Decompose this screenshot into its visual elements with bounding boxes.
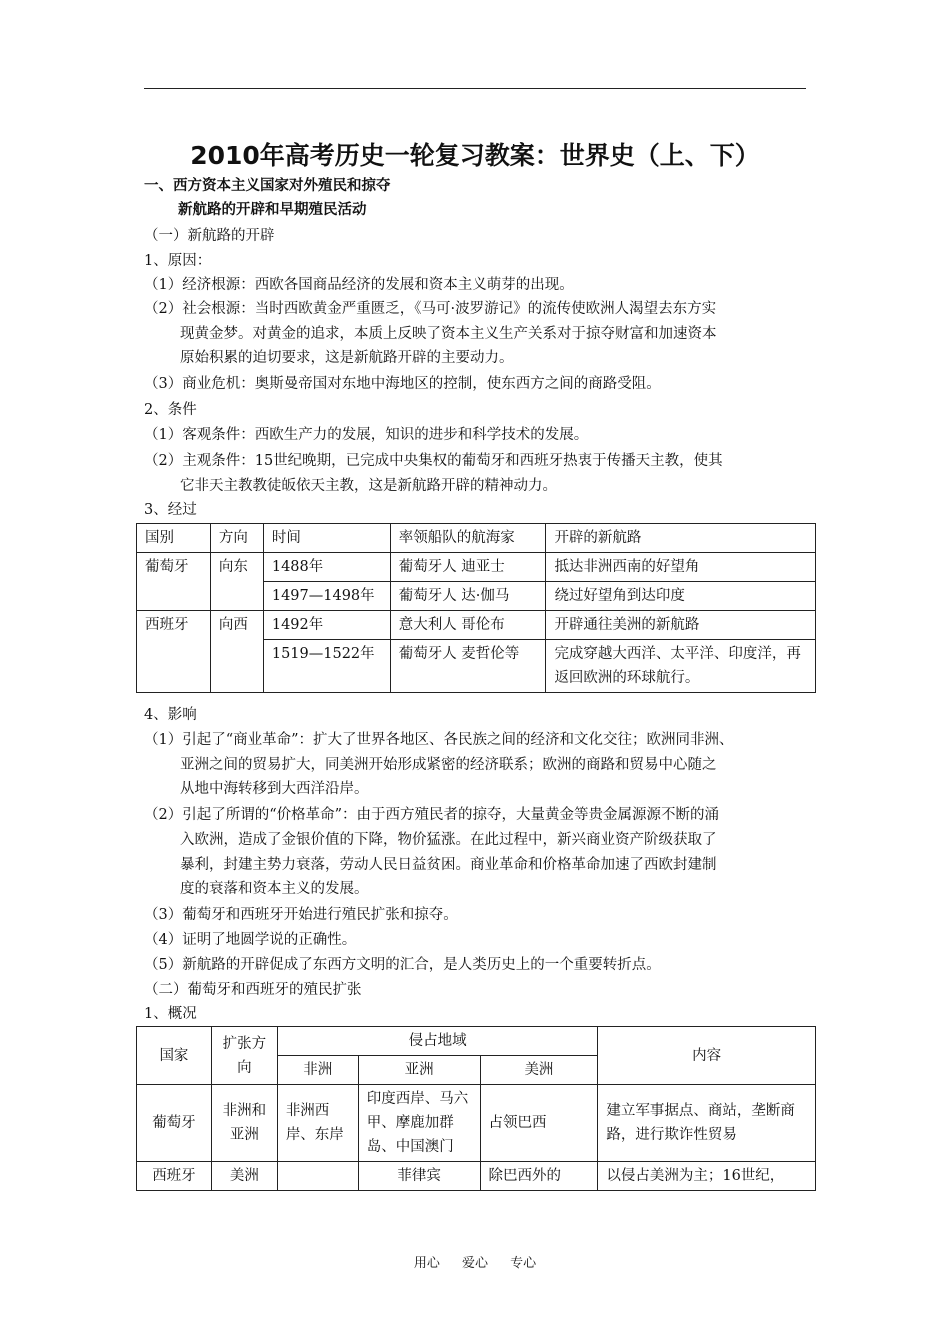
table-cell: 完成穿越大西洋、太平洋、印度洋，再返回欧洲的环球航行。	[546, 640, 816, 693]
table-header: 内容	[598, 1027, 816, 1085]
item-heading: 2、条件	[144, 402, 197, 418]
paragraph: 入欧洲，造成了金银价值的下降，物价猛涨。在此过程中，新兴商业资产阶级获取了	[180, 832, 717, 848]
table-cell: 向西	[210, 611, 263, 693]
table-cell: 葡萄牙人 达·伽马	[390, 582, 546, 611]
table-cell: 葡萄牙人 麦哲伦等	[390, 640, 546, 693]
footer-text: 爱心	[461, 1256, 488, 1271]
table-cell: 非洲西岸、东岸	[277, 1085, 358, 1162]
table-cell: 西班牙	[137, 611, 211, 693]
table-cell: 以侵占美洲为主；16世纪，	[598, 1162, 816, 1191]
table-cell: 建立军事据点、商站，垄断商路，进行欺诈性贸易	[598, 1085, 816, 1162]
header-rule	[144, 88, 806, 89]
paragraph: （4）证明了地圆学说的正确性。	[144, 932, 357, 948]
table-cell: 印度西岸、马六甲、摩鹿加群岛、中国澳门	[358, 1085, 480, 1162]
footer-text: 专心	[510, 1256, 537, 1271]
paragraph: 亚洲之间的贸易扩大，同美洲开始形成紧密的经济联系；欧洲的商路和贸易中心随之	[180, 757, 717, 773]
table-cell: 1497—1498年	[263, 582, 390, 611]
table-cell: 占领巴西	[480, 1085, 598, 1162]
paragraph: 度的衰落和资本主义的发展。	[180, 881, 369, 897]
table-cell: 菲律宾	[358, 1162, 480, 1191]
paragraph: （1）引起了“商业革命”：扩大了世界各地区、各民族之间的经济和文化交往；欧洲同非洲、	[144, 732, 734, 748]
table-cell: 葡萄牙	[137, 553, 211, 611]
table-row	[137, 1162, 816, 1191]
table-header: 扩张方向	[211, 1027, 277, 1085]
table-cell: 葡萄牙	[137, 1085, 212, 1162]
table-cell: 1492年	[263, 611, 390, 640]
footer-text: 用心	[413, 1256, 440, 1271]
part-heading: （一）新航路的开辟	[144, 228, 275, 244]
subsection-heading: 新航路的开辟和早期殖民活动	[178, 202, 367, 218]
table-row	[137, 553, 816, 582]
paragraph: 从地中海转移到大西洋沿岸。	[180, 781, 369, 797]
part-heading: （二）葡萄牙和西班牙的殖民扩张	[144, 982, 362, 998]
table-header-row	[137, 1027, 816, 1056]
table-header: 率领船队的航海家	[390, 524, 546, 553]
item-heading: 1、概况	[144, 1006, 197, 1022]
table-header: 国别	[137, 524, 211, 553]
paragraph: （2）社会根源：当时西欧黄金严重匮乏，《马可·波罗游记》的流传使欧洲人渴望去东方实	[144, 301, 717, 317]
table-header: 开辟的新航路	[546, 524, 816, 553]
paragraph: 现黄金梦。对黄金的追求，本质上反映了资本主义生产关系对于掠夺财富和加速资本	[180, 326, 717, 342]
table-header: 时间	[263, 524, 390, 553]
paragraph: 它非天主教教徒皈依天主教，这是新航路开辟的精神动力。	[180, 478, 557, 494]
table-cell	[277, 1162, 358, 1191]
section-heading: 一、西方资本主义国家对外殖民和掠夺	[144, 178, 391, 194]
paragraph: （3）葡萄牙和西班牙开始进行殖民扩张和掠夺。	[144, 907, 458, 923]
table-cell: 1488年	[263, 553, 390, 582]
voyage-table	[136, 523, 816, 693]
paragraph: （5）新航路的开辟促成了东西方文明的汇合，是人类历史上的一个重要转折点。	[144, 957, 661, 973]
table-header: 国家	[137, 1027, 212, 1085]
item-heading: 4、影响	[144, 707, 197, 723]
table-cell: 西班牙	[137, 1162, 212, 1191]
colony-table	[136, 1026, 816, 1191]
paragraph: （2）主观条件：15世纪晚期，已完成中央集权的葡萄牙和西班牙热衷于传播天主教，使其	[144, 453, 723, 469]
table-cell: 开辟通往美洲的新航路	[546, 611, 816, 640]
table-header: 侵占地域	[277, 1027, 598, 1056]
table-row	[137, 1085, 816, 1162]
table-cell: 非洲和亚洲	[211, 1085, 277, 1162]
table-row	[137, 611, 816, 640]
paragraph: 原始积累的迫切要求，这是新航路开辟的主要动力。	[180, 350, 514, 366]
table-header: 方向	[210, 524, 263, 553]
table-cell: 意大利人 哥伦布	[390, 611, 546, 640]
paragraph: （2）引起了所谓的“价格革命”：由于西方殖民者的掠夺，大量黄金等贵金属源源不断的涌	[144, 807, 720, 823]
item-heading: 1、原因：	[144, 253, 212, 269]
paragraph: （1）经济根源：西欧各国商品经济的发展和资本主义萌芽的出现。	[144, 277, 574, 293]
paragraph: 暴利，封建主势力衰落，劳动人民日益贫困。商业革命和价格革命加速了西欧封建制	[180, 857, 717, 873]
paragraph: （3）商业危机：奥斯曼帝国对东地中海地区的控制，使东西方之间的商路受阻。	[144, 376, 661, 392]
table-cell: 美洲	[211, 1162, 277, 1191]
table-cell: 向东	[210, 553, 263, 611]
table-header-row	[137, 524, 816, 553]
table-cell: 葡萄牙人 迪亚士	[390, 553, 546, 582]
item-heading: 3、经过	[144, 502, 197, 518]
table-cell: 1519—1522年	[263, 640, 390, 693]
table-cell: 绕过好望角到达印度	[546, 582, 816, 611]
page-footer	[0, 1252, 950, 1271]
table-cell: 抵达非洲西南的好望角	[546, 553, 816, 582]
table-header: 非洲	[277, 1056, 358, 1085]
table-header: 美洲	[480, 1056, 598, 1085]
table-header: 亚洲	[358, 1056, 480, 1085]
paragraph: （1）客观条件：西欧生产力的发展，知识的进步和科学技术的发展。	[144, 427, 589, 443]
page-title: 2010年高考历史一轮复习教案：世界史（上、下）	[190, 141, 760, 170]
table-cell: 除巴西外的	[480, 1162, 598, 1191]
